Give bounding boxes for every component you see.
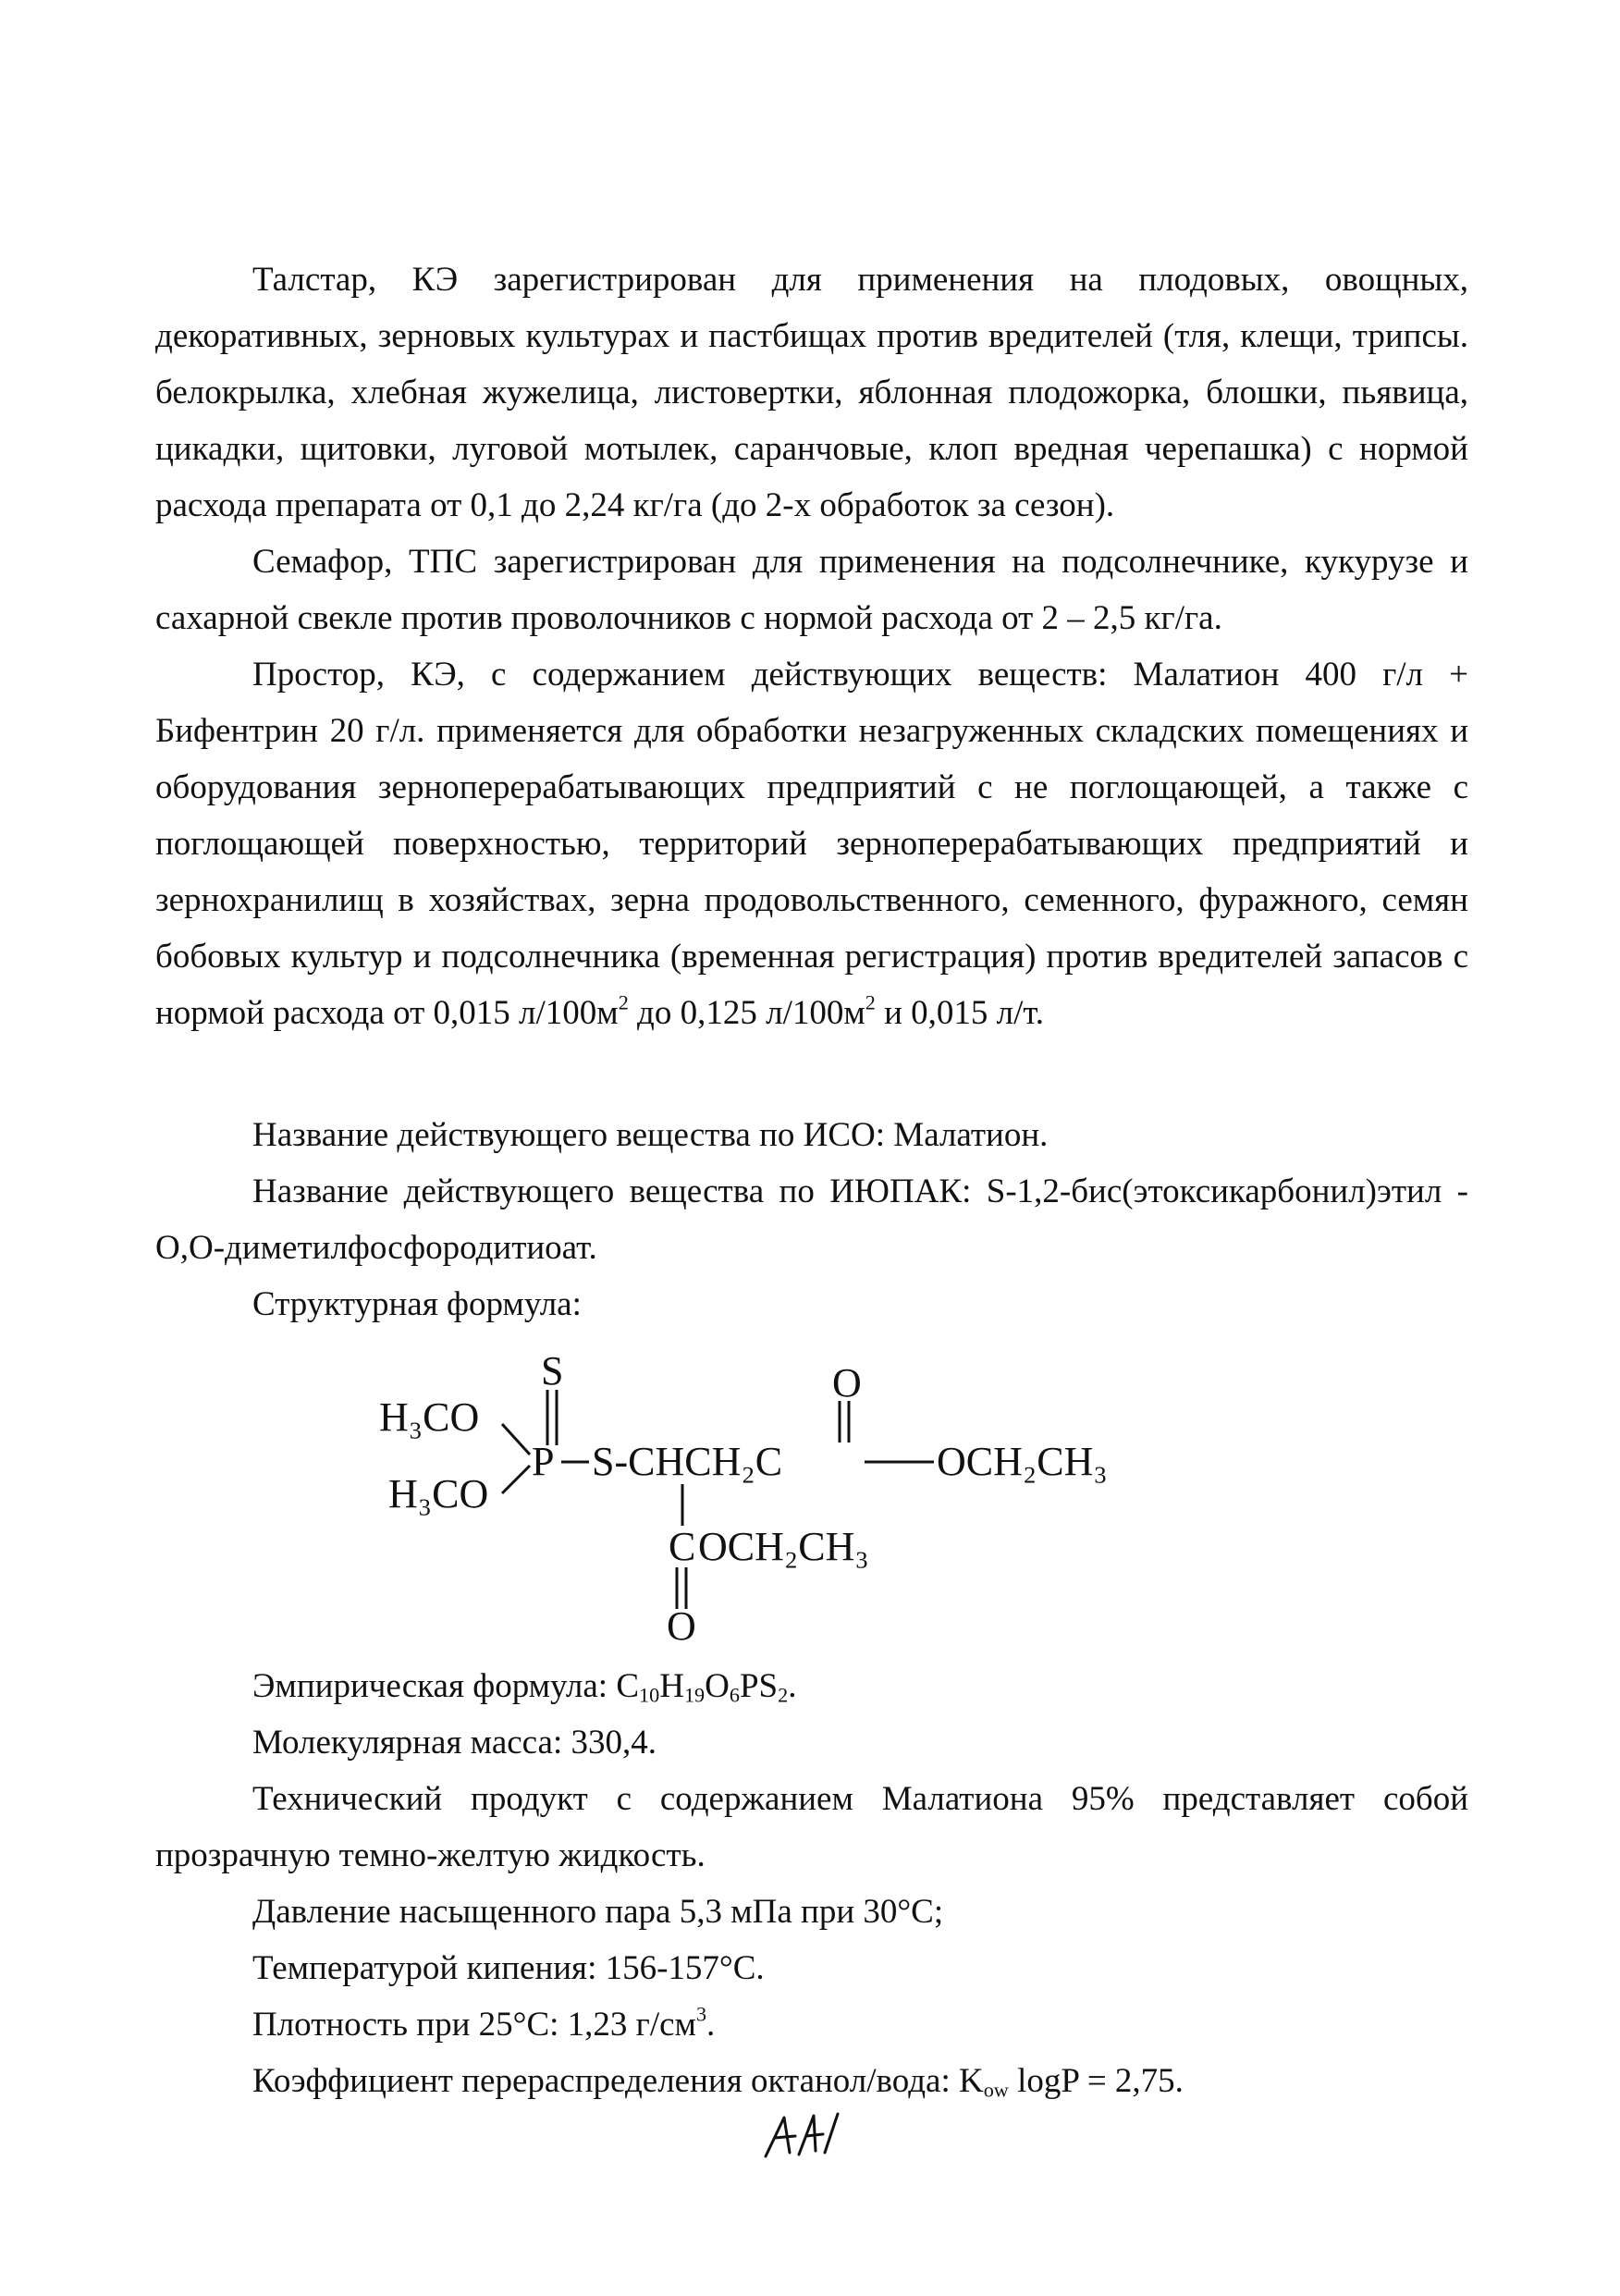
formula-o-top: O [832, 1360, 862, 1406]
empirical-h: H [659, 1667, 684, 1705]
boiling-point: Температурой кипения: 156-157°С. [252, 1949, 765, 1987]
empirical-ps: PS [739, 1667, 779, 1705]
formula-o-bottom: O [667, 1603, 696, 1649]
empirical-s-n: 2 [778, 1683, 789, 1707]
structural-formula [365, 1345, 1197, 1651]
paragraph-prostor [155, 646, 1468, 1041]
iupac-name: Название действующего вещества по ИЮПАК: S-1,2-бис(этоксикарбонил)этил -O,O-диметилфосфородитиоат. [155, 1173, 1468, 1267]
vapor-pressure: Давление насыщенного пара 5,3 мПа при 30°С; [252, 1893, 944, 1931]
empirical-c-n: 10 [639, 1683, 660, 1707]
prostor-sup-2: 2 [865, 990, 876, 1014]
density-tail: . [706, 2006, 716, 2044]
empirical-tail: . [788, 1667, 797, 1705]
formula-ester: OCH₂CH₃ [937, 1439, 1108, 1484]
paragraph-talstar: Талстар, КЭ зарегистрирован для применения на плодовых, овощных, декоративных, зерновых культурах и пастбищах против вредителей (тля, клещи, трипсы. белокрылка, хлебная жужелица, листовертки, яблонная плодожорка, блошки, пьявица, цикадки, щитовки, луговой мотылек, саранчовые, клоп вредная черепашка) с нормой расхода препарата от 0,1 до 2,24 кг/га (до 2-х обработок за сезон). [155, 261, 1468, 524]
prostor-text-mid: до 0,125 л/100м [628, 994, 865, 1032]
density-text: Плотность при 25°С: 1,23 г/см [252, 2006, 696, 2044]
iso-name: Название действующего вещества по ИСО: Малатион. [252, 1116, 1049, 1154]
density-sup: 3 [695, 2002, 707, 2026]
paragraph-semafor: Семафор, ТПС зарегистрирован для применения на подсолнечнике, кукурузе и сахарной свекле против проволочников с нормой расхода от 2 – 2,5 кг/га. [155, 543, 1468, 637]
prostor-sup-1: 2 [618, 990, 629, 1014]
structural-formula-label: Структурная формула: [252, 1285, 582, 1323]
molecular-mass: Молекулярная масса: 330,4. [252, 1724, 657, 1762]
page-number-handwritten [758, 2108, 841, 2164]
partition-sub: ow [983, 2078, 1009, 2102]
empirical-o-n: 6 [729, 1683, 740, 1707]
prostor-text-end: и 0,015 л/т. [875, 994, 1045, 1032]
empirical-label: Эмпирическая формула: [252, 1667, 617, 1705]
empirical-c: C [616, 1667, 640, 1705]
formula-chain: S-CHCH₂C [592, 1439, 783, 1484]
formula-c-low: C [669, 1524, 696, 1569]
formula-s-top: S [541, 1348, 564, 1394]
partition-coefficient [252, 2053, 1184, 2109]
formula-ester-low: OCH₂CH₃ [698, 1524, 869, 1569]
formula-h3co-top: H₃CO [379, 1394, 480, 1440]
partition-text: Коэффициент перераспределения октанол/вода: K [252, 2062, 984, 2100]
empirical-formula [252, 1658, 796, 1714]
partition-tail: logP = 2,75. [1008, 2062, 1184, 2100]
empirical-h-n: 19 [683, 1683, 706, 1707]
formula-p: P [532, 1439, 555, 1484]
bond-o-p-top [502, 1424, 530, 1455]
empirical-o: O [705, 1667, 730, 1705]
technical-product: Технический продукт с содержанием Малатиона 95% представляет собой прозрачную темно-желтую жидкость. [155, 1780, 1468, 1874]
prostor-text: Простор, КЭ, с содержанием действующих веществ: Малатион 400 г/л + Бифентрин 20 г/л. применяется для обработки незагруженных складских помещениях и оборудования зерноперерабатывающих предприятий с не поглощающей, а также с поглощающей поверхностью, территорий зерноперерабатывающих предприятий и зернохранилищ в хозяйствах, зерна продовольственного, семенного, фуражного, семян бобовых культур и подсолнечника (временная регистрация) против вредителей запасов с нормой расхода от 0,015 л/100м [155, 656, 1468, 1032]
density [252, 1996, 715, 2053]
bond-o-p-bottom [502, 1466, 530, 1493]
formula-h3co-bottom: H₃CO [388, 1471, 489, 1516]
